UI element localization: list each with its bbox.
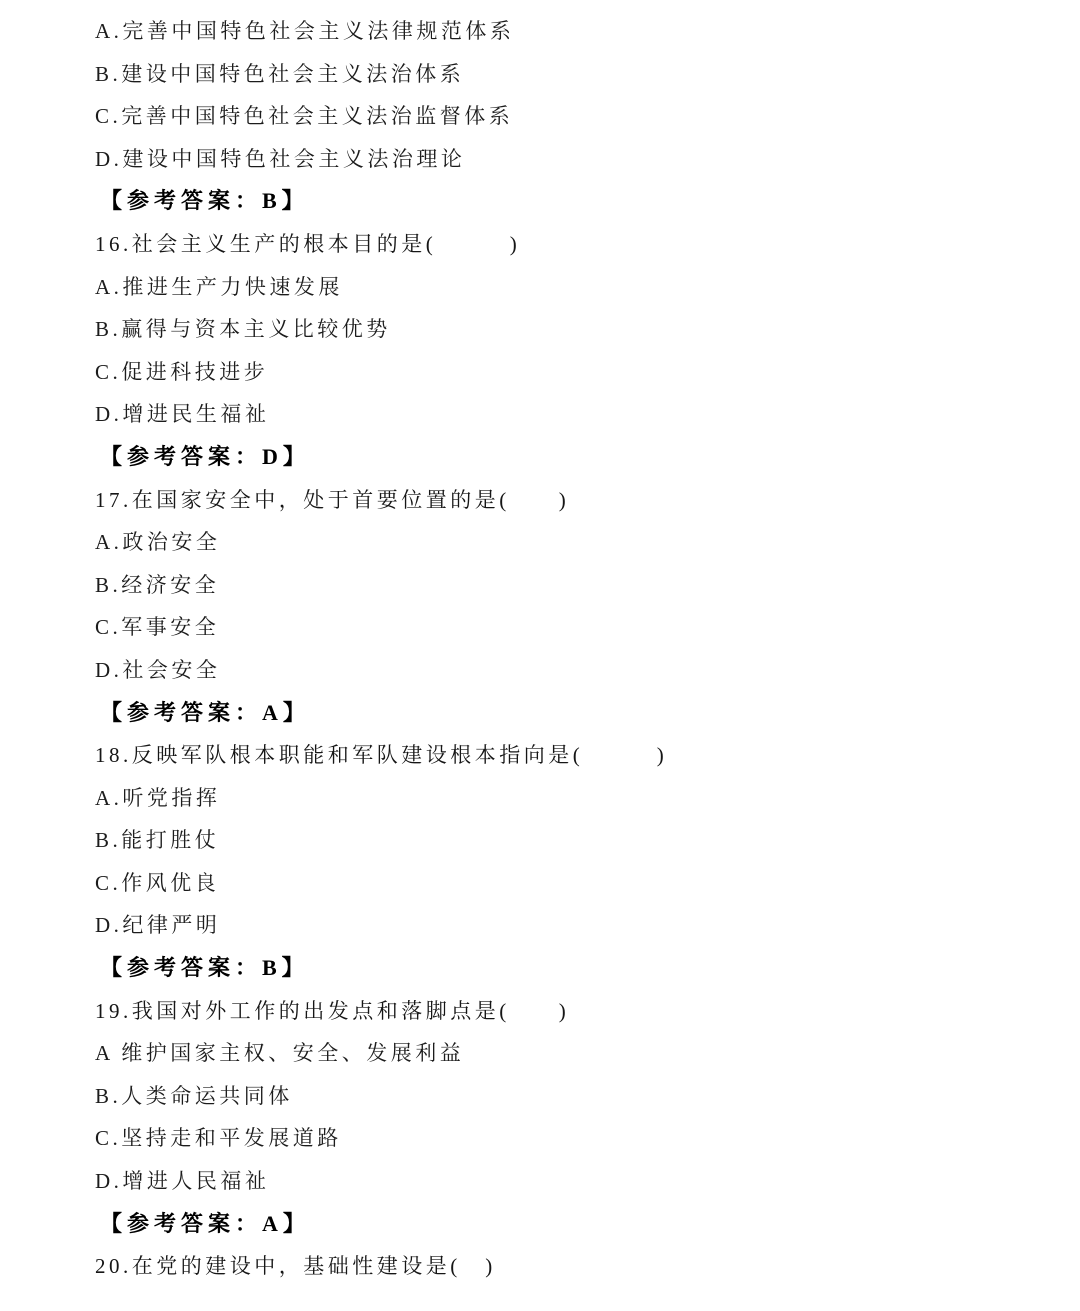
option-line: A.完善中国特色社会主义法律规范体系 [95,19,515,43]
option-line: C.作风优良 [95,870,220,895]
answer-line: 【参考答案：A】 [100,1210,310,1236]
option-line: A.听党指挥 [95,785,221,810]
question-line: 17.在国家安全中，处于首要位置的是( ) [95,487,570,512]
option-line: D.社会安全 [95,657,221,682]
option-line: C.军事安全 [95,615,220,640]
option-line: C.完善中国特色社会主义法治监督体系 [95,104,514,129]
option-line: A 维护国家主权、安全、发展利益 [95,1041,465,1066]
question-line: 19.我国对外工作的出发点和落脚点是( ) [95,998,570,1023]
answer-line: 【参考答案：B】 [100,188,309,214]
option-line: B.能打胜仗 [95,828,220,853]
question-line: 20.在党的建设中，基础性建设是( ) [95,1254,496,1279]
answer-line: 【参考答案：D】 [100,443,310,469]
question-line: 16.社会主义生产的根本目的是( ) [95,231,521,256]
answer-line: 【参考答案：B】 [100,955,309,981]
option-line: B.经济安全 [95,572,220,597]
option-line: A.政治安全 [95,530,221,555]
option-line: D.增进民生福祉 [95,402,270,427]
option-line: D.纪律严明 [95,913,221,938]
option-line: A.推进生产力快速发展 [95,274,343,299]
question-line: 18.反映军队根本职能和军队建设根本指向是( ) [95,743,668,768]
option-line: B.人类命运共同体 [95,1083,293,1108]
option-line: C.坚持走和平发展道路 [95,1126,342,1151]
option-line: B.赢得与资本主义比较优势 [95,317,391,342]
answer-line: 【参考答案：A】 [100,699,310,725]
option-line: C.促进科技进步 [95,359,269,384]
option-line: D.建设中国特色社会主义法治理论 [95,146,466,171]
option-line: B.建设中国特色社会主义法治体系 [95,61,465,86]
option-line: D.增进人民福祉 [95,1169,270,1194]
